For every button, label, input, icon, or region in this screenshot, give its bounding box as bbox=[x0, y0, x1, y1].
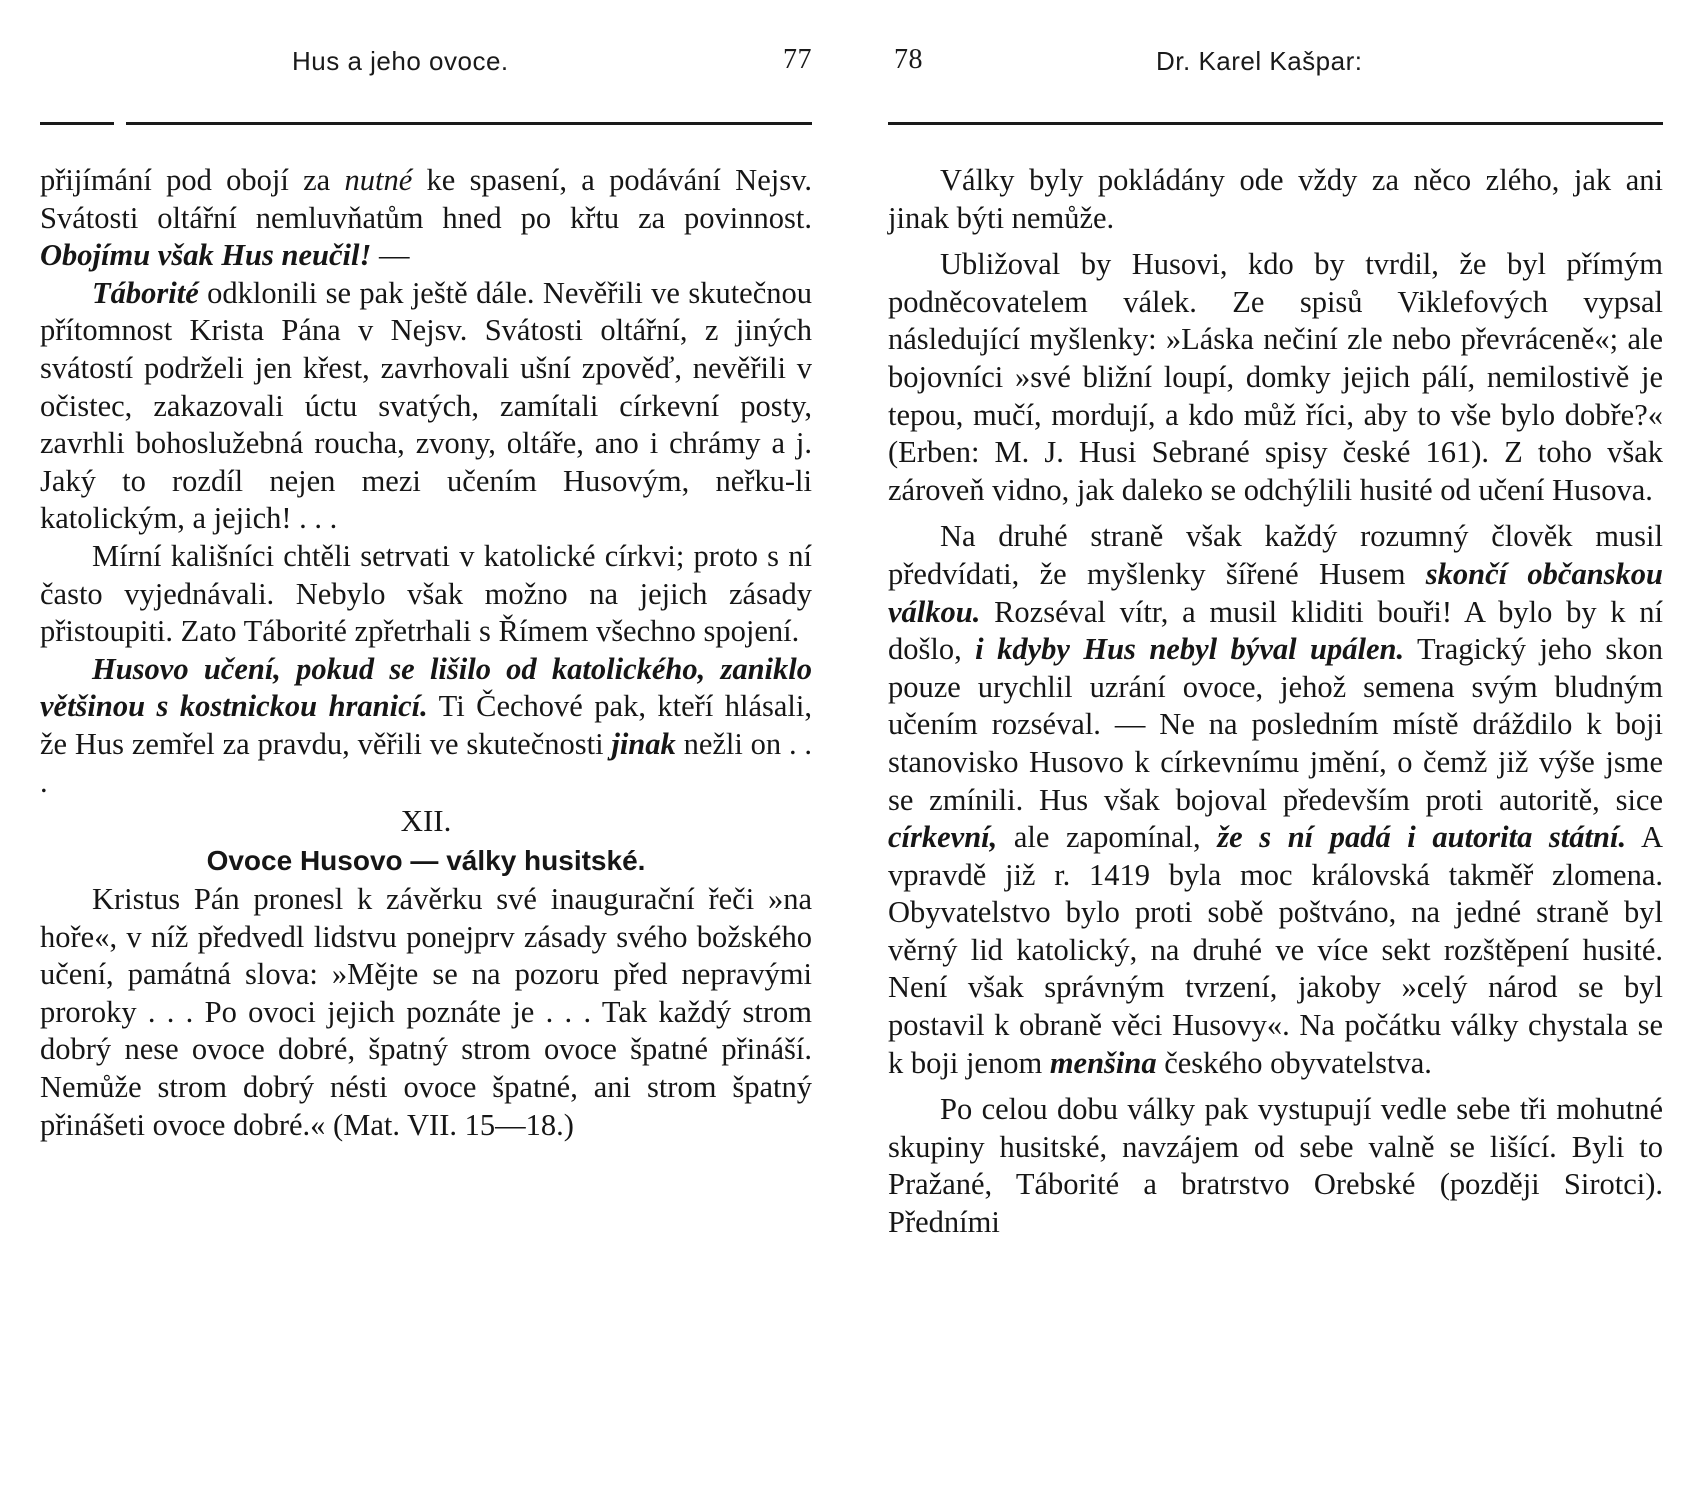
left-paragraph-2: Táborité odklonili se pak ještě dále. Nevěřili ve skutečnou přítomnost Krista Pána v Nejsv. Svátosti oltářní, z jiných svátostí podrželi jen křest, zavrhovali ušní zpověď, nevěřili v očistec, zakazovali úctu svatých, zamítali církevní posty, zavrhli bohoslužebná roucha, zvony, oltáře, ano i chrámy a j. Jaký to rozdíl nejen mezi učením Husovým, neřku-li katolickým, a jejich! . . . bbox=[40, 275, 812, 536]
right-body-text bbox=[888, 162, 1663, 1242]
right-header-rule bbox=[888, 122, 1663, 125]
right-running-head bbox=[888, 40, 1663, 80]
left-header-rule-short bbox=[40, 122, 114, 125]
chapter-title: Ovoce Husovo — války husitské. bbox=[206, 845, 646, 877]
left-running-title: Hus a jeho ovoce. bbox=[292, 46, 509, 76]
chapter-number: XII. bbox=[400, 803, 452, 839]
left-page-number: 77 bbox=[783, 44, 812, 75]
right-page bbox=[888, 40, 1664, 1240]
left-running-head bbox=[40, 40, 812, 80]
right-paragraph-3: Na druhé straně však každý rozumný člověk musil předvídati, že myšlenky šířené Husem skončí občanskou válkou. Rozséval vítr, a musil kliditi bouři! A bylo by k ní došlo, i kdyby Hus nebyl býval upálen. Tragický jeho skon pouze urychlil uzrání ovoce, jehož semena svým bludným učením rozséval. — Ne na posledním místě dráždilo k boji stanovisko Husovo k církevnímu jmění, o čemž již výše jsme se zmínili. Hus však bojoval především proti autoritě, sice církevní, ale zapomínal, že s ní padá i autorita státní. A vpravdě již r. 1419 byla moc královská takměř zlomena. Obyvatelstvo bylo proti sobě poštváno, na jedné straně byl věrný lid katolický, na druhé ve více sekt rozštěpení husité. Není však správným tvrzení, jakoby »celý národ se byl postavil k obraně věci Husovy«. Na počátku války chystala se k boji jenom menšina českého obyvatelstva. bbox=[888, 519, 1664, 1080]
left-header-rule-long bbox=[126, 122, 812, 125]
right-paragraph-1: Války byly pokládány ode vždy za něco zlého, jak ani jinak býti nemůže. bbox=[888, 163, 1663, 235]
right-page-number: 78 bbox=[894, 44, 923, 75]
right-paragraph-4: Po celou dobu války pak vystupují vedle sebe tři mohutné skupiny husitské, navzájem od sebe valně se lišící. Byli to Pražané, Táborité a bratrstvo Orebské (později Sirotci). Předními bbox=[888, 1092, 1663, 1240]
right-running-title: Dr. Karel Kašpar: bbox=[1156, 46, 1363, 76]
right-paragraph-2: Ubližoval by Husovi, kdo by tvrdil, že byl přímým podněcovatelem válek. Ze spisů Viklefových vypsal následující myšlenky: »Láska nečiní zle nebo převráceně«; ale bojovníci »své bližní loupí, domky jejich pálí, nemilostivě je tepou, mučí, mordují, a kdo můž říci, aby to vše bylo dobře?« (Erben: M. J. Husi Sebrané spisy české 161). Z toho však zároveň vidno, jak daleko se odchýlili husité od učení Husova. bbox=[888, 247, 1663, 507]
left-paragraph-3: Mírní kališníci chtěli setrvati v katolické církvi; proto s ní často vyjednávali. Nebylo však možno na jejich zásady přistoupiti. Zato Táborité zpřetrhali s Římem všechno spojení. bbox=[40, 538, 812, 649]
left-paragraph-5: Kristus Pán pronesl k závěrku své inaugurační řeči »na hoře«, v níž předvedl lidstvu ponejprv zásady svého božského učení, památná slova: »Mějte se na pozoru před nepravými proroky . . . Po ovoci jejich poznáte je . . . Tak každý strom dobrý nese ovoce dobré, špatný strom ovoce špatné přináší. Nemůže strom dobrý nésti ovoce špatné, ani strom špatný přinášeti ovoce dobré.« (Mat. VII. 15—18.) bbox=[40, 882, 812, 1142]
left-page bbox=[40, 40, 813, 1142]
left-paragraph-4: Husovo učení, pokud se lišilo od katolického, zaniklo většinou s kostnickou hranicí. Ti Čechové pak, kteří hlásali, že Hus zemřel za pravdu, věřili ve skutečnosti jinak nežli on . . . bbox=[40, 651, 813, 799]
left-body-text bbox=[40, 162, 812, 1144]
left-paragraph-1: přijímání pod obojí za nutné ke spasení, a podávání Nejsv. Svátosti oltářní nemluvňatům hned po křtu za povinnost. Obojímu však Hus neučil! — bbox=[40, 163, 812, 273]
